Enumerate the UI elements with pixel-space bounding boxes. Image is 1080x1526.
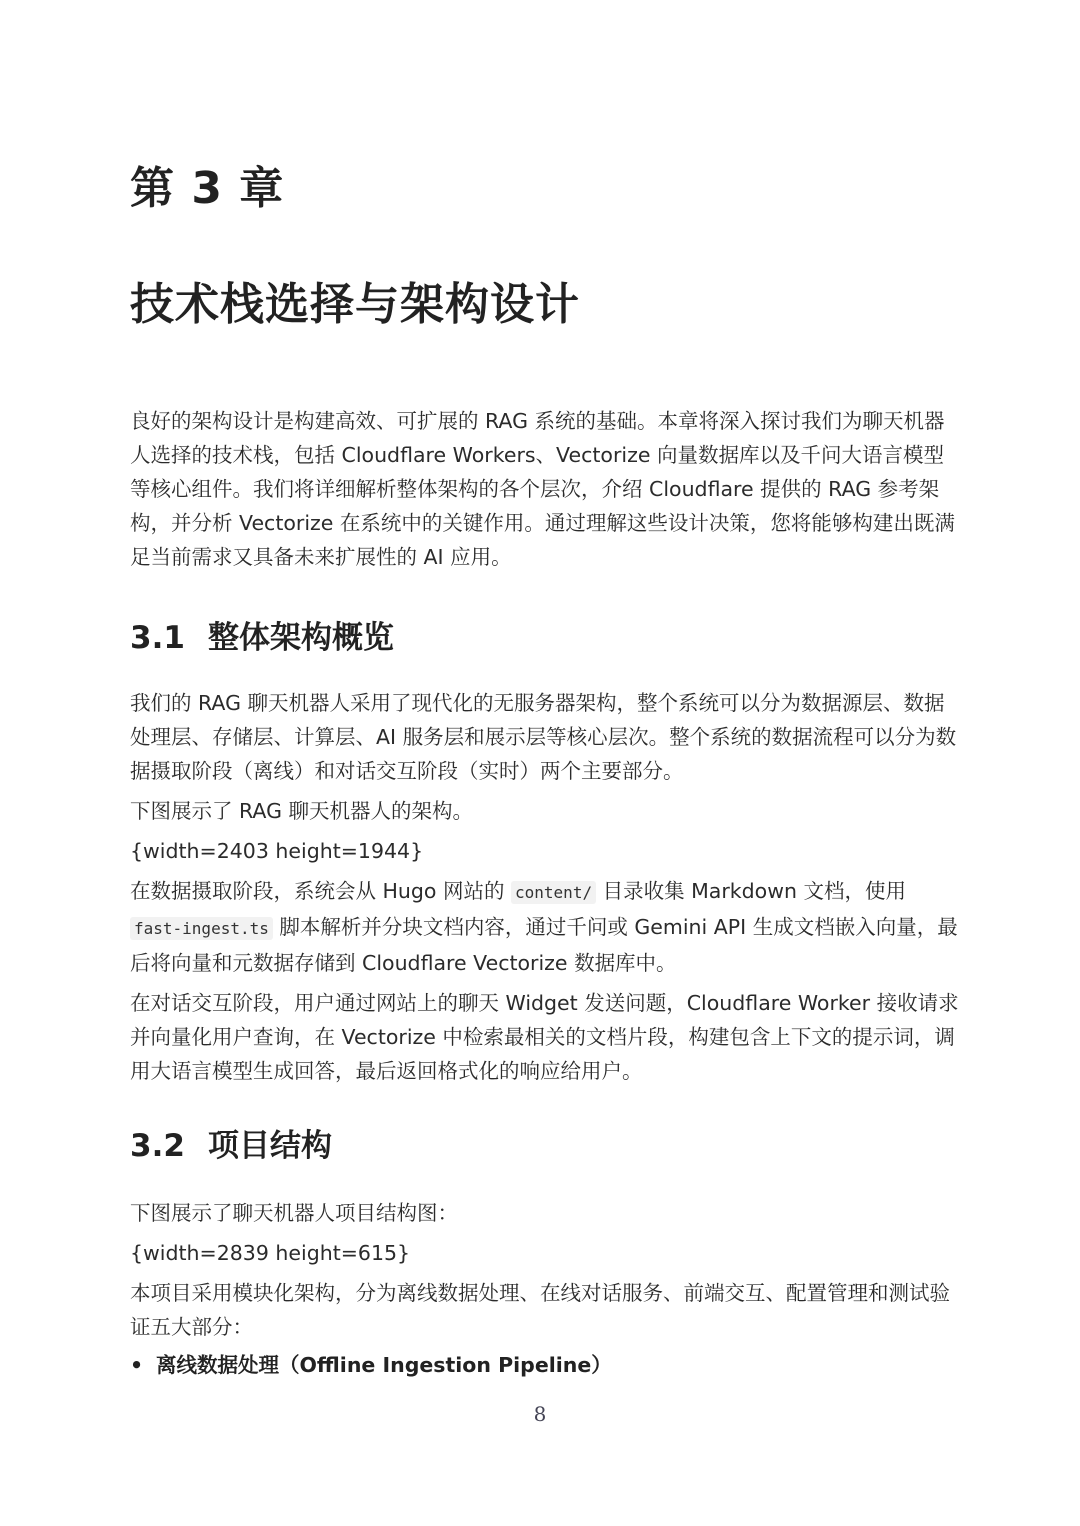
inline-code: fast-ingest.ts bbox=[130, 917, 273, 940]
paragraph: 我们的 RAG 聊天机器人采用了现代化的无服务器架构，整个系统可以分为数据源层、数据处理层、存储层、计算层、AI 服务层和展示层等核心层次。整个系统的数据流程可以分为数据摄取阶段（离线）和对话交互阶段（实时）两个主要部分。 bbox=[130, 691, 957, 783]
chapter-title: 技术栈选择与架构设计 bbox=[130, 279, 580, 330]
image-placeholder-text: {width=2403 height=1944} bbox=[130, 839, 424, 863]
paragraph: 在数据摄取阶段，系统会从 Hugo 网站的 content/ 目录收集 Markdown 文档，使用 fast-ingest.ts 脚本解析并分块文档内容，通过千问或 Gemini API 生成文档嵌入向量，最后将向量和元数据存储到 Cloudflare Vectorize 数据库中。 bbox=[130, 879, 958, 975]
list-item bbox=[130, 1348, 960, 1382]
chapter-intro bbox=[130, 404, 960, 574]
intro-paragraph: 良好的架构设计是构建高效、可扩展的 RAG 系统的基础。本章将深入探讨我们为聊天机器人选择的技术栈，包括 Cloudflare Workers、Vectorize 向量数据库以及千问大语言模型等核心组件。我们将详细解析整体架构的各个层次，介绍 Cloudflare 提供的 RAG 参考架构，并分析 Vectorize 在系统中的关键作用。通过理解这些设计决策，您将能够构建出既满足当前需求又具备未来扩展性的 AI 应用。 bbox=[130, 409, 955, 569]
section-number: 3.1 bbox=[130, 620, 185, 656]
document-page bbox=[130, 0, 960, 1526]
paragraph: 下图展示了聊天机器人项目结构图： bbox=[130, 1201, 458, 1225]
image-placeholder-text: {width=2839 height=615} bbox=[130, 1241, 411, 1265]
bullet-marker: • bbox=[130, 1353, 144, 1377]
section-3-2-body bbox=[130, 1196, 960, 1382]
section-title: 项目结构 bbox=[208, 1128, 332, 1164]
paragraph: 在对话交互阶段，用户通过网站上的聊天 Widget 发送问题，Cloudflare Worker 接收请求并向量化用户查询，在 Vectorize 中检索最相关的文档片段，构建包含上下文的提示词，调用大语言模型生成回答，最后返回格式化的响应给用户。 bbox=[130, 991, 959, 1083]
paragraph: 本项目采用模块化架构，分为离线数据处理、在线对话服务、前端交互、配置管理和测试验证五大部分： bbox=[130, 1281, 950, 1339]
section-3-1-heading bbox=[130, 612, 394, 657]
inline-code: content/ bbox=[511, 881, 596, 904]
section-number: 3.2 bbox=[130, 1128, 185, 1164]
page-number: 8 bbox=[533, 1402, 547, 1426]
section-3-1-body bbox=[130, 686, 960, 1088]
list-item-text: 离线数据处理（Offline Ingestion Pipeline） bbox=[156, 1353, 612, 1377]
paragraph: 下图展示了 RAG 聊天机器人的架构。 bbox=[130, 799, 473, 823]
section-3-2-heading bbox=[130, 1120, 332, 1165]
section-title: 整体架构概览 bbox=[208, 620, 394, 656]
chapter-number: 第 3 章 bbox=[130, 163, 285, 214]
